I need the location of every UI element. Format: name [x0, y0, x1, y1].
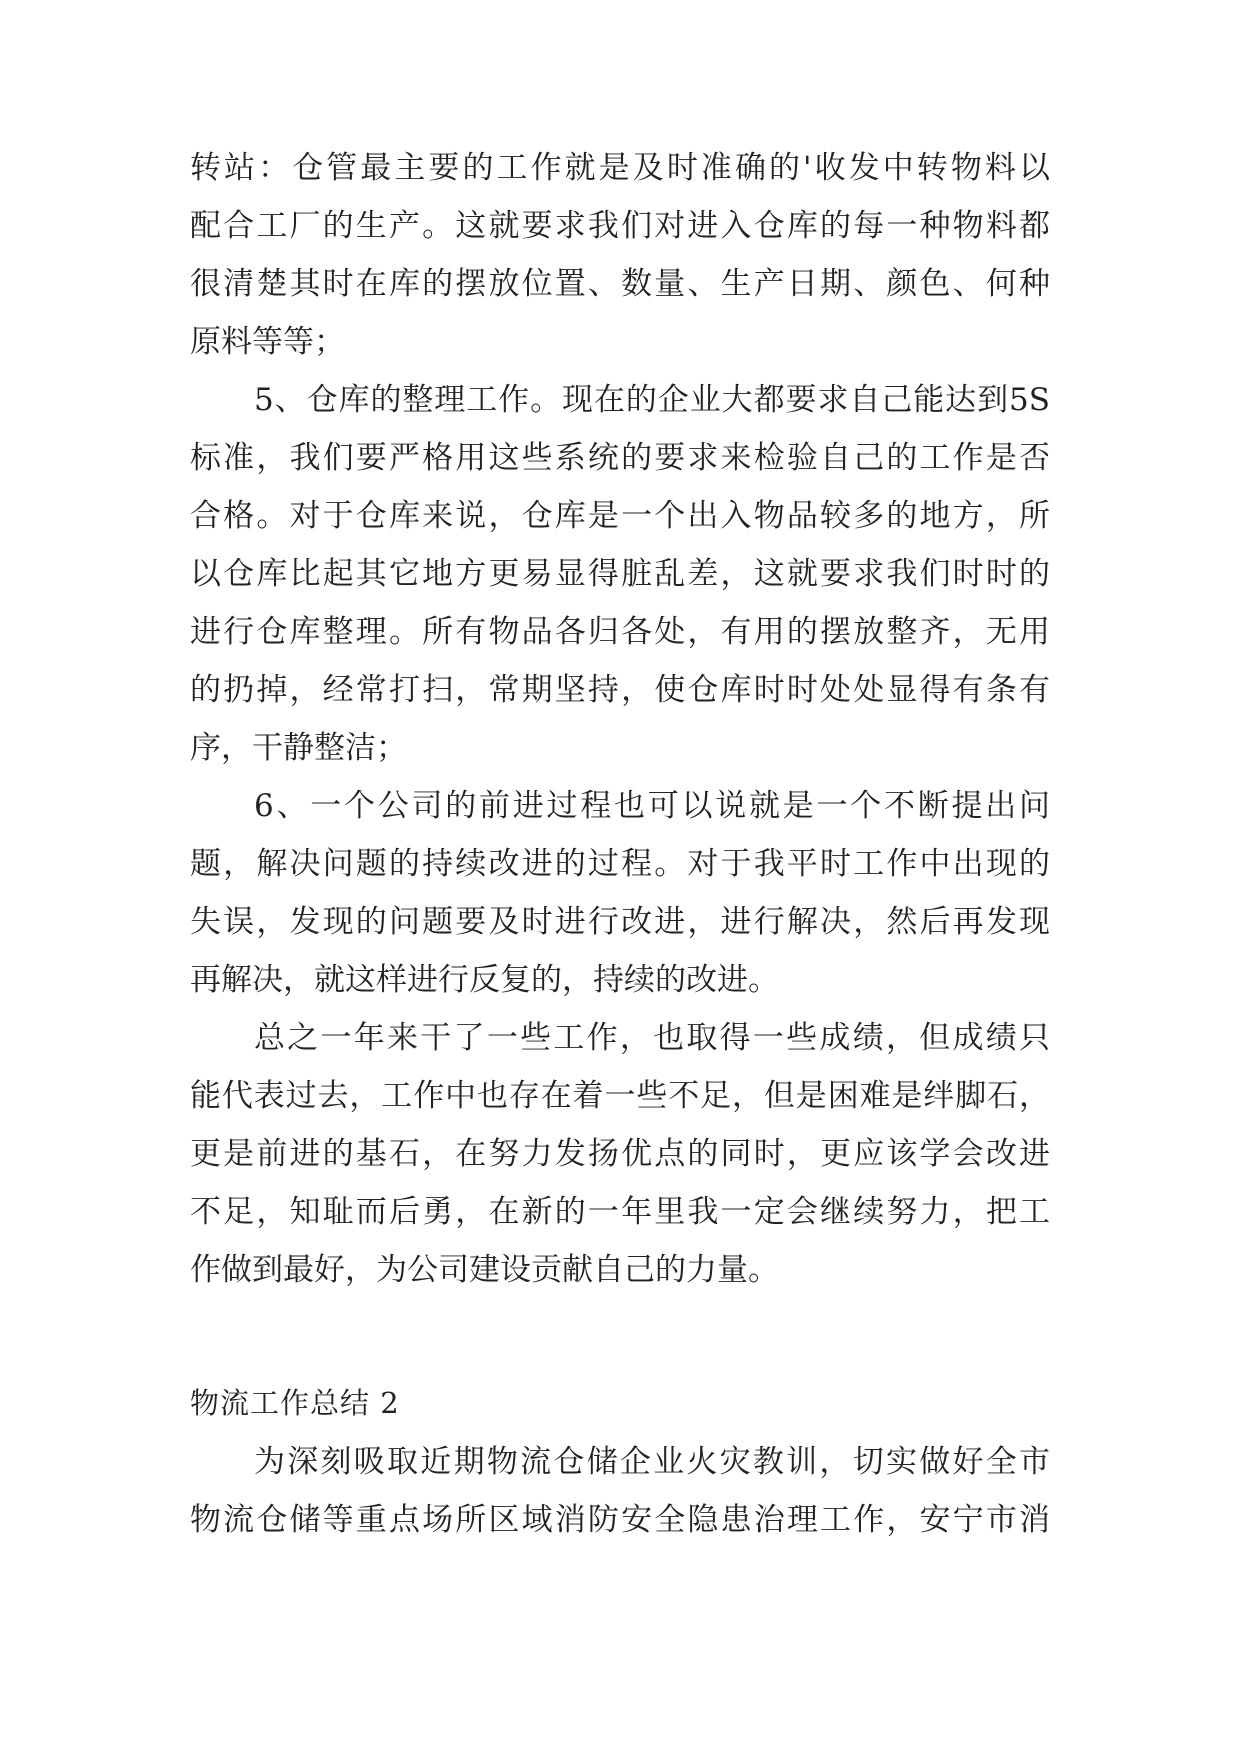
paragraph-line: 物流仓储等重点场所区域消防安全隐患治理工作，安宁市消 — [190, 1502, 1050, 1538]
paragraph-line: 作做到最好，为公司建设贡献自己的力量。 — [190, 1252, 779, 1288]
item-5-first-line: 5、仓库的整理工作。现在的企业大都要求自己能达到5S — [254, 382, 1050, 418]
paragraph-line: 序，干静整洁； — [190, 730, 407, 766]
section-heading: 物流工作总结 2 — [190, 1386, 400, 1420]
paragraph-line: 失误，发现的问题要及时进行改进，进行解决，然后再发现 — [190, 904, 1050, 940]
paragraph-line: 能代表过去，工作中也存在着一些不足，但是困难是绊脚石， — [190, 1078, 1050, 1114]
summary-first-line: 总之一年来干了一些工作，也取得一些成绩，但成绩只 — [254, 1020, 1050, 1056]
paragraph-line: 再解决，就这样进行反复的，持续的改进。 — [190, 962, 779, 998]
paragraph-line: 的扔掉，经常打扫，常期坚持，使仓库时时处处显得有条有 — [190, 672, 1050, 708]
paragraph-line: 标准，我们要严格用这些系统的要求来检验自己的工作是否 — [190, 440, 1050, 476]
paragraph-line: 以仓库比起其它地方更易显得脏乱差，这就要求我们时时的 — [190, 556, 1050, 592]
paragraph-line: 原料等等； — [190, 324, 345, 360]
paragraph-line: 合格。对于仓库来说，仓库是一个出入物品较多的地方，所 — [190, 498, 1050, 534]
section2-first-line: 为深刻吸取近期物流仓储企业火灾教训，切实做好全市 — [254, 1444, 1050, 1480]
paragraph-line: 题，解决问题的持续改进的过程。对于我平时工作中出现的 — [190, 846, 1050, 882]
paragraph-line: 很清楚其时在库的摆放位置、数量、生产日期、颜色、何种 — [190, 266, 1050, 302]
item-6-first-line: 6、一个公司的前进过程也可以说就是一个不断提出问 — [254, 788, 1050, 824]
paragraph-line: 转站：仓管最主要的工作就是及时准确的'收发中转物料以 — [190, 150, 1050, 186]
paragraph-line: 更是前进的基石，在努力发扬优点的同时，更应该学会改进 — [190, 1136, 1050, 1172]
paragraph-line: 配合工厂的生产。这就要求我们对进入仓库的每一种物料都 — [190, 208, 1050, 244]
paragraph-line: 进行仓库整理。所有物品各归各处，有用的摆放整齐，无用 — [190, 614, 1050, 650]
paragraph-line: 不足，知耻而后勇，在新的一年里我一定会继续努力，把工 — [190, 1194, 1050, 1230]
